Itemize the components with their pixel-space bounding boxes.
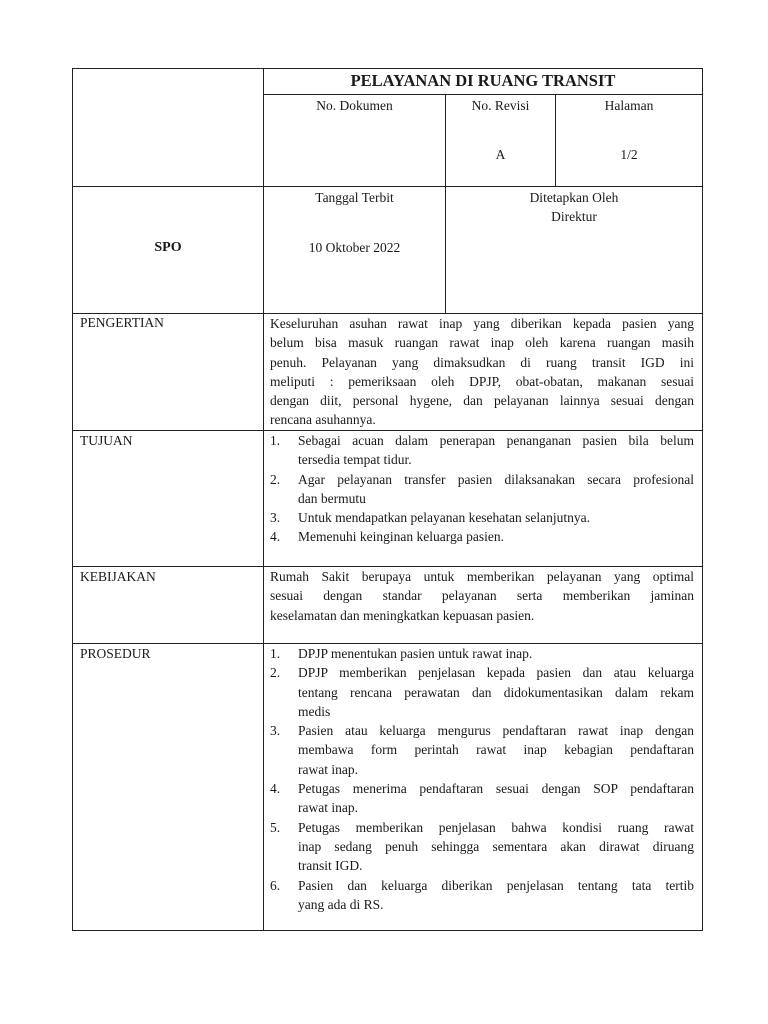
list-line: Untuk mendapatkan pelayanan kesehatan selanjutnya. <box>298 510 591 526</box>
list-line: rawat inap. <box>298 800 358 816</box>
ditetapkan-oleh-value: Direktur <box>551 209 597 224</box>
list-item <box>270 818 694 876</box>
list-line: membawa form perintah rawat inap kebagian pendaftaran <box>298 742 694 758</box>
halaman-value: 1/2 <box>620 147 638 162</box>
kebijakan-text <box>270 567 694 625</box>
pengertian-label: PENGERTIAN <box>80 315 164 330</box>
no-revisi-value: A <box>495 147 506 162</box>
tujuan-list <box>270 431 694 547</box>
list-number: 2. <box>270 665 281 681</box>
list-line: Agar pelayanan transfer pasien dilaksanakan secara profesional <box>298 471 694 487</box>
list-line: tersedia tempat tidur. <box>298 452 412 468</box>
list-number: 1. <box>270 433 281 448</box>
list-item <box>270 644 694 663</box>
list-line: tentang rencana perawatan dan didokumentasikan dalam rekam <box>298 684 694 700</box>
list-number: 2. <box>270 471 281 487</box>
list-line: Sebagai acuan dalam penerapan penanganan pasien bila belum <box>298 433 694 448</box>
kebijakan-label: KEBIJAKAN <box>80 569 156 584</box>
list-item <box>270 527 694 546</box>
list-item <box>270 779 694 818</box>
list-item <box>270 508 694 527</box>
list-number: 3. <box>270 723 281 739</box>
spo-label: SPO <box>154 240 182 255</box>
kebijakan-line: keselamatan dan meningkatkan kepuasan pasien. <box>270 607 535 623</box>
tujuan-label: TUJUAN <box>80 433 133 448</box>
halaman-label: Halaman <box>604 98 654 113</box>
list-line: Petugas menerima pendaftaran sesuai dengan SOP pendaftaran <box>298 781 694 797</box>
tanggal-terbit-label: Tanggal Terbit <box>315 190 394 205</box>
pengertian-line: dengan diit, personal hygene, dan pelayanan lainnya sesuai dengan <box>270 393 694 409</box>
list-item <box>270 721 694 779</box>
pengertian-line: Keseluruhan asuhan rawat inap yang diberikan kepada pasien yang <box>270 316 694 331</box>
list-number: 6. <box>270 877 281 893</box>
pengertian-line: rencana asuhannya. <box>270 412 376 428</box>
row-divider-doc-info <box>72 186 703 187</box>
list-line: inap sedang penuh sehingga sementara akan dirawat diruang <box>298 838 694 854</box>
list-line: transit IGD. <box>298 858 363 874</box>
pengertian-line: meliputi : pemeriksaan oleh DPJP, obat-obatan, makanan sesuai <box>270 373 694 389</box>
list-line: DPJP memberikan penjelasan kepada pasien dan atau keluarga <box>298 665 694 681</box>
list-line: Pasien atau keluarga mengurus pendaftaran rawat inap dengan <box>298 723 694 739</box>
list-line: medis <box>298 703 331 719</box>
list-line: Pasien dan keluarga diberikan penjelasan tentang tata tertib <box>298 877 694 893</box>
prosedur-list <box>270 644 694 914</box>
list-line: Petugas memberikan penjelasan bahwa kondisi ruang rawat <box>298 819 694 835</box>
list-item <box>270 663 694 721</box>
list-line: dan bermutu <box>298 490 366 506</box>
no-dokumen-label: No. Dokumen <box>316 98 393 113</box>
list-number: 5. <box>270 819 281 835</box>
row-divider-title <box>263 94 702 95</box>
list-line: Memenuhi keinginan keluarga pasien. <box>298 529 504 545</box>
no-revisi-label: No. Revisi <box>471 98 530 113</box>
list-item <box>270 876 694 915</box>
pengertian-line: belum bisa masuk ruangan rawat inap oleh karena ruangan masih <box>270 335 694 351</box>
pengertian-text <box>270 314 694 430</box>
list-item <box>270 431 694 470</box>
tanggal-terbit-value: 10 Oktober 2022 <box>308 240 401 255</box>
list-number: 4. <box>270 529 281 545</box>
list-line: DPJP menentukan pasien untuk rawat inap. <box>298 646 533 661</box>
list-number: 4. <box>270 781 281 797</box>
list-line: rawat inap. <box>298 761 358 777</box>
kebijakan-line: Rumah Sakit berupaya untuk memberikan pelayanan yang optimal <box>270 569 694 584</box>
ditetapkan-oleh-label: Ditetapkan Oleh <box>529 190 619 205</box>
list-number: 1. <box>270 646 281 661</box>
kebijakan-line: sesuai dengan standar pelayanan serta memberikan jaminan <box>270 588 694 604</box>
prosedur-label: PROSEDUR <box>80 646 151 661</box>
list-number: 3. <box>270 510 281 526</box>
document-title: PELAYANAN DI RUANG TRANSIT <box>350 71 616 90</box>
pengertian-line: penuh. Pelayanan yang dimaksudkan di ruang transit IGD ini <box>270 354 694 370</box>
list-item <box>270 470 694 509</box>
list-line: yang ada di RS. <box>298 896 384 912</box>
